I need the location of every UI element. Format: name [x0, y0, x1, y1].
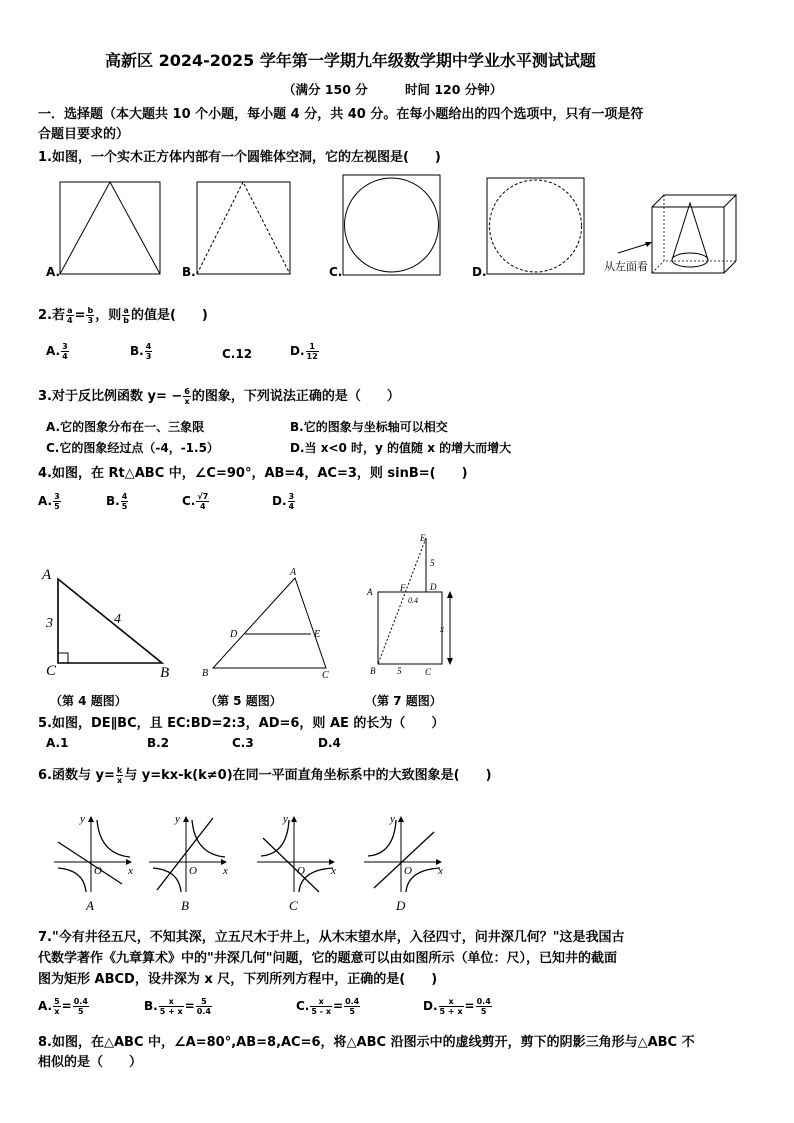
frac-num: 0.4 [476, 997, 491, 1006]
frac-num: 3 [54, 492, 60, 501]
q1-option-b-figure [197, 182, 290, 274]
frac-den: 0.4 [196, 1007, 211, 1016]
frac-den: 5 [349, 1007, 355, 1016]
q7-option-a[interactable]: A. $\frac{5}{x}$ = $\frac{0.4}{5}$ [38, 997, 88, 1016]
frac-num: 1 [306, 342, 319, 352]
q4-option-c[interactable] [182, 492, 210, 511]
frac-num: 6 [184, 387, 190, 396]
graph-a-label: A [86, 898, 94, 913]
opt-key: B. [130, 344, 144, 358]
fig5-label-c: C [322, 670, 329, 681]
figure-7 [362, 532, 462, 682]
figure-4 [38, 565, 178, 681]
fig4-label-b: B [160, 665, 170, 681]
q7-option-d[interactable]: D. $\frac{x}{5 + x}$ = $\frac{0.4}{5}$ [423, 997, 491, 1016]
fig7-label-ed: 5 [430, 558, 435, 568]
opt-key: B. [106, 494, 120, 508]
question-7-line-2: 代数学著作《九章算术》中的"井深几何"问题，它的题意可以由如图所示（单位：尺），已知井的截面 [38, 951, 618, 966]
fig4-label-a: A [42, 567, 52, 583]
q6-graph-c [253, 812, 343, 912]
q2-eq: = [74, 308, 86, 323]
q4-option-a[interactable] [38, 492, 62, 511]
figure-7-caption: （第 7 题图） [365, 694, 442, 708]
opt-key: C. [182, 494, 196, 508]
frac-num: k [116, 766, 123, 775]
q1-option-c[interactable]: C. [329, 265, 343, 279]
frac-num: √7 [197, 492, 209, 501]
question-4-stem: 4.如图，在 Rt△ABC 中，∠C=90°，AB=4，AC=3，则 sinB=( ) [38, 466, 468, 481]
fig7-label-fd: 0.4 [408, 596, 418, 605]
frac-num: 0.4 [73, 997, 88, 1006]
q7-option-b[interactable]: B. $\frac{x}{5 + x}$ = $\frac{5}{0.4}$ [144, 997, 211, 1016]
frac-den: 5 [78, 1007, 84, 1016]
axis-x-label: x [128, 865, 133, 877]
axis-x-label: x [331, 865, 336, 877]
figure-4-caption: （第 4 题图） [50, 694, 127, 708]
fig5-label-d: D [230, 629, 238, 640]
frac-num: 4 [145, 342, 152, 351]
q4-option-d[interactable] [272, 492, 296, 511]
axis-y-label: y [80, 813, 85, 825]
opt-key: C.12 [222, 347, 253, 361]
fig5-label-e: E [314, 629, 321, 640]
opt-key: A. [38, 494, 53, 508]
question-7-line-1: 7."今有井径五尺，不知其深，立五尺木于井上，从木末望水岸，入径四寸，问井深几何？"这是我国古 [38, 930, 625, 945]
fig7-label-c: C [425, 667, 432, 677]
q6-graph-a [50, 812, 140, 912]
q3-option-d[interactable]: D.当 x<0 时，y 的值随 x 的增大而增大 [290, 441, 512, 455]
frac-den: 4 [62, 352, 68, 361]
q2-option-a[interactable] [46, 342, 70, 361]
q5-option-d[interactable]: D.4 [318, 736, 341, 750]
question-5-stem: 5.如图，DE∥BC，且 EC:BD=2:3，AD=6，则 AE 的长为（ ） [38, 716, 445, 731]
q5-option-b[interactable]: B.2 [147, 736, 170, 750]
q1-option-b[interactable]: B. [182, 265, 196, 279]
opt-key: A. [38, 999, 53, 1013]
origin-label: O [189, 865, 197, 877]
q2-option-d[interactable] [290, 342, 320, 361]
q1-option-d-figure [487, 178, 584, 274]
fig7-label-b: B [370, 666, 376, 676]
frac-den: 3 [87, 316, 94, 325]
graph-b-label: B [181, 898, 189, 913]
question-8-line-2: 相似的是（ ） [38, 1055, 143, 1070]
q3-option-a[interactable]: A.它的图象分布在一、三象限 [46, 420, 205, 434]
q1-option-c-figure [343, 175, 440, 275]
frac-num: 3 [288, 492, 295, 501]
q3-prefix: 3.对于反比例函数 y= − [38, 389, 183, 404]
fig7-label-bc: 5 [397, 666, 402, 676]
q7-option-c[interactable]: C. $\frac{x}{5 - x}$ = $\frac{0.4}{5}$ [296, 997, 360, 1016]
question-7-line-3: 图为矩形 ABCD，设井深为 x 尺，下列所列方程中，正确的是( ) [38, 972, 438, 987]
fig5-label-a: A [290, 567, 297, 578]
q2-option-b[interactable] [130, 342, 153, 361]
frac-den: 4 [288, 502, 295, 511]
origin-label: O [297, 865, 305, 877]
q6-prefix: 6.函数与 y= [38, 768, 115, 783]
q3-frac [183, 387, 191, 406]
frac-num: 5 [196, 997, 212, 1007]
figure-5-caption: （第 5 题图） [205, 694, 282, 708]
q6-graph-d [360, 812, 450, 912]
score-info: （满分 150 分 [283, 82, 368, 97]
q6-graph-b [145, 812, 235, 912]
section-heading-cont: 合题目要求的） [38, 127, 130, 142]
frac-den: 5 [121, 502, 128, 511]
q1-option-a[interactable]: A. [46, 265, 61, 279]
opt-key: A. [46, 344, 61, 358]
frac-den: x [184, 397, 190, 406]
graph-d-label: D [396, 898, 406, 913]
frac-den: 4 [66, 316, 73, 325]
frac-den: b [123, 316, 129, 325]
axis-x-label: x [438, 865, 443, 877]
frac-num: a [67, 306, 73, 315]
q3-option-c[interactable]: C.它的图象经过点（-4，-1.5） [46, 441, 219, 455]
fig7-label-f: F [400, 583, 406, 593]
frac-num: a [123, 306, 129, 315]
opt-key: B. [144, 999, 158, 1013]
frac-den: 3 [145, 352, 152, 361]
q3-option-b[interactable]: B.它的图象与坐标轴可以相交 [290, 420, 448, 434]
axis-y-label: y [283, 813, 288, 825]
q1-view-note: 从左面看 [604, 261, 648, 273]
q6-suffix: 与 y=kx-k(k≠0)在同一平面直角坐标系中的大致图象是( ) [124, 768, 492, 783]
frac-num: 4 [121, 492, 128, 501]
frac-num: x [439, 997, 464, 1007]
q2-suffix: 的值是( ) [130, 308, 208, 323]
q1-option-d[interactable]: D. [472, 265, 487, 279]
frac-den: 4 [200, 502, 206, 511]
fig4-label-ab: 4 [114, 612, 121, 627]
fig7-label-e: E [420, 533, 426, 543]
figure-5 [198, 565, 338, 680]
question-8-line-1: 8.如图，在△ABC 中，∠A=80°,AB=8,AC=6，将△ABC 沿图示中的虚线剪开，剪下的阴影三角形与△ABC 不 [38, 1035, 695, 1050]
page-title: 高新区 2024-2025 学年第一学期九年级数学期中学业水平测试试题 [105, 51, 596, 70]
frac-num: 3 [62, 342, 68, 351]
opt-key: C. [296, 999, 310, 1013]
frac-num: b [87, 306, 94, 315]
frac-den: 5 - x [311, 1007, 331, 1016]
q5-option-a[interactable]: A.1 [46, 736, 69, 750]
axis-x-label: x [223, 865, 228, 877]
q3-suffix: 的图象，下列说法正确的是（ ） [191, 389, 400, 404]
axis-y-label: y [390, 813, 395, 825]
q2-mid: ，则 [95, 308, 122, 323]
fig7-label-a: A [367, 587, 373, 597]
question-3-stem [38, 385, 400, 406]
fig4-label-c: C [46, 663, 57, 679]
frac-den: 5 [480, 1007, 487, 1016]
frac-den: x [116, 776, 123, 785]
fig4-label-ac: 3 [46, 616, 53, 631]
opt-key: D. [290, 344, 305, 358]
frac-num: 5 [54, 997, 60, 1006]
origin-label: O [404, 865, 412, 877]
fig5-label-b: B [202, 668, 209, 679]
question-1-stem: 1.如图，一个实木正方体内部有一个圆锥体空洞，它的左视图是( ) [38, 150, 441, 165]
opt-key: D. [272, 494, 287, 508]
fig7-label-d: D [430, 582, 437, 592]
q2-prefix: 2.若 [38, 308, 65, 323]
axis-y-label: y [175, 813, 180, 825]
origin-label: O [94, 865, 102, 877]
q1-option-a-figure [60, 182, 160, 274]
frac-den: 5 + x [159, 1007, 183, 1016]
frac-num: 0.4 [345, 997, 360, 1006]
graph-c-label: C [289, 898, 298, 913]
section-heading: 一．选择题（本大题共 10 个小题，每小题 4 分，共 40 分。在每小题给出的四个选项中，只有一项是符 [38, 107, 644, 122]
q2-frac-2 [86, 306, 94, 325]
time-info: 时间 120 分钟） [405, 82, 503, 97]
q6-frac [116, 766, 123, 785]
frac-den: 5 + x [439, 1007, 463, 1016]
q4-option-b[interactable] [106, 492, 129, 511]
frac-den: 12 [306, 352, 318, 361]
frac-den: 5 [54, 502, 60, 511]
question-6-stem [38, 764, 492, 785]
q2-frac-3 [122, 306, 130, 325]
opt-key: D. [423, 999, 438, 1013]
q2-option-c[interactable] [222, 347, 252, 361]
frac-num: x [310, 997, 332, 1007]
q2-frac-1 [66, 306, 74, 325]
question-2-stem [38, 304, 208, 325]
q5-option-c[interactable]: C.3 [232, 736, 254, 750]
frac-num: x [159, 997, 184, 1007]
frac-den: x [54, 1007, 60, 1016]
fig7-label-x: x [440, 624, 444, 634]
